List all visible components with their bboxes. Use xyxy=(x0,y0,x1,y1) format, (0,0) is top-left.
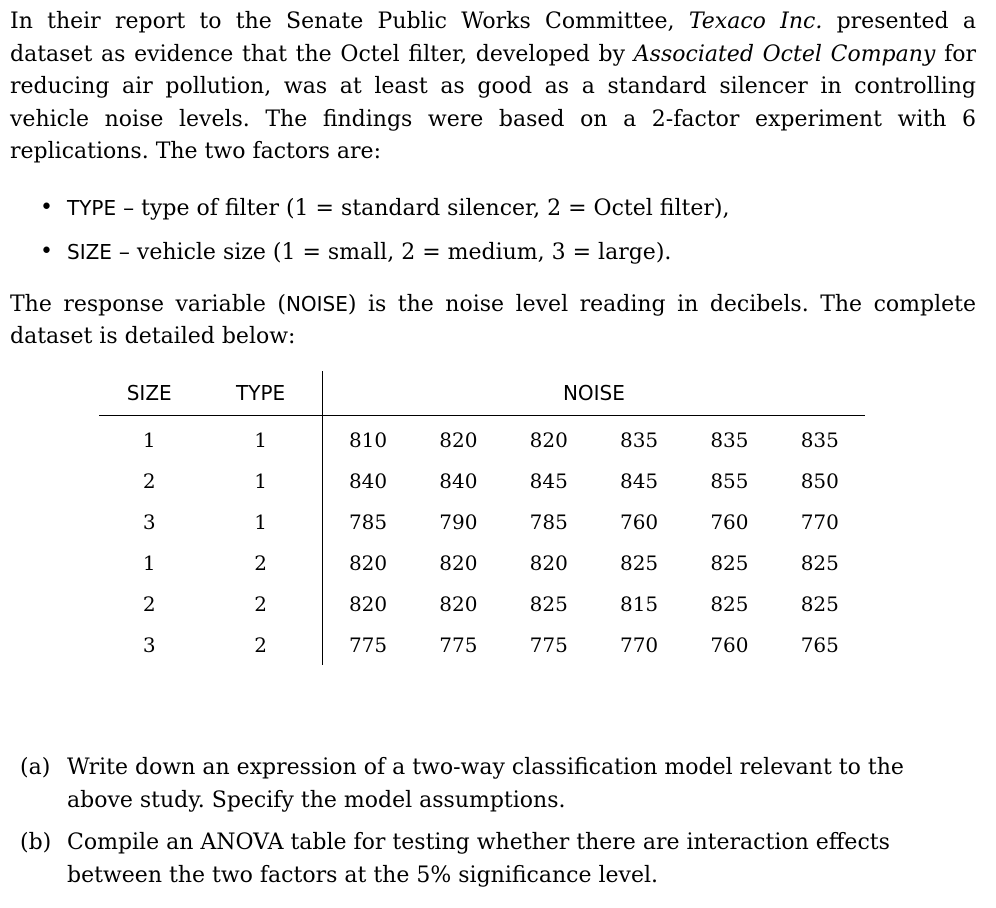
table-row xyxy=(99,501,865,542)
bullet-icon: • xyxy=(40,238,53,264)
cell-noise: 820 xyxy=(439,427,478,452)
question-list xyxy=(10,752,976,902)
cell-noise: 775 xyxy=(439,632,478,657)
factor-name-size: SIZE xyxy=(67,239,112,264)
table-row xyxy=(99,542,865,583)
cell-type: 1 xyxy=(199,460,322,501)
factor-item-size xyxy=(10,237,976,268)
cell-size: 2 xyxy=(142,591,156,616)
cell-noise: 775 xyxy=(348,632,388,657)
cell-noise: 765 xyxy=(800,632,839,657)
cell-noise: 760 xyxy=(710,509,749,534)
cell-noise: 820 xyxy=(439,591,478,616)
cell-type: 2 xyxy=(199,583,322,624)
intro-text-2: presented a dataset as evidence that the Octel filter, developed by xyxy=(10,9,976,67)
cell-size: 1 xyxy=(142,427,156,452)
cell-noise: 850 xyxy=(800,468,839,493)
cell-size: 3 xyxy=(142,509,156,534)
factor-desc-type: – type of filter (1 = standard silencer, 2 = Octel filter), xyxy=(116,195,730,221)
response-var: NOISE xyxy=(285,291,348,316)
question-text: Write down an expression of a two-way classification model relevant to the above study. Specify the model assumptions. xyxy=(67,755,904,813)
cell-noise: 820 xyxy=(439,550,478,575)
factor-list xyxy=(10,193,976,268)
cell-noise: 810 xyxy=(348,427,388,452)
cell-type: 2 xyxy=(199,542,322,583)
cell-noise: 775 xyxy=(529,632,568,657)
cell-noise: 825 xyxy=(710,591,749,616)
header-type: TYPE xyxy=(199,371,322,416)
header-size: SIZE xyxy=(99,371,199,416)
cell-noise: 845 xyxy=(529,468,568,493)
cell-noise: 770 xyxy=(800,509,839,534)
cell-noise: 835 xyxy=(619,427,659,452)
cell-noise: 855 xyxy=(710,468,749,493)
table-header-row xyxy=(99,371,865,416)
company-octel: Associated Octel Company xyxy=(633,41,936,67)
factor-name-type: TYPE xyxy=(67,195,117,220)
cell-type: 2 xyxy=(199,624,322,665)
table-row xyxy=(99,416,865,461)
cell-noise: 840 xyxy=(348,468,388,493)
bullet-icon: • xyxy=(40,194,53,220)
intro-text-1: In their report to the Senate Public Works Committee, xyxy=(10,9,689,34)
cell-noise: 825 xyxy=(710,550,749,575)
cell-noise: 825 xyxy=(529,591,568,616)
table-row xyxy=(99,460,865,501)
question-a xyxy=(10,752,976,817)
header-noise: NOISE xyxy=(322,371,865,416)
cell-noise: 840 xyxy=(439,468,478,493)
cell-noise: 785 xyxy=(529,509,568,534)
cell-size: 2 xyxy=(142,468,156,493)
cell-noise: 820 xyxy=(529,550,568,575)
cell-noise: 825 xyxy=(800,550,839,575)
cell-noise: 820 xyxy=(348,550,388,575)
intro-paragraph xyxy=(10,6,976,169)
intro-text-3: for reducing air pollution, was at least as good as a standard silencer in controlling vehicle noise levels. The findings were based on a 2-factor experiment with 6 replications. The two factors are: xyxy=(10,41,976,164)
company-texaco: Texaco Inc. xyxy=(688,9,823,34)
cell-size: 1 xyxy=(142,550,156,575)
factor-desc-size: – vehicle size (1 = small, 2 = medium, 3 = large). xyxy=(111,239,672,265)
table-row xyxy=(99,583,865,624)
cell-noise: 760 xyxy=(619,509,659,534)
response-text-1: The response variable ( xyxy=(10,291,286,317)
question-label: (b) xyxy=(20,830,52,855)
cell-noise: 825 xyxy=(800,591,839,616)
cell-noise: 785 xyxy=(348,509,388,534)
cell-type: 1 xyxy=(199,416,322,461)
table-row xyxy=(99,624,865,665)
response-paragraph xyxy=(10,288,976,354)
problem-statement xyxy=(10,6,976,354)
cell-noise: 825 xyxy=(619,550,659,575)
cell-type: 1 xyxy=(199,501,322,542)
response-text-2: ) is the noise level reading in decibels. The complete dataset is detailed below: xyxy=(10,291,976,349)
cell-noise: 815 xyxy=(619,591,659,616)
cell-noise: 760 xyxy=(710,632,749,657)
noise-data-table xyxy=(99,371,865,665)
cell-noise: 845 xyxy=(619,468,659,493)
question-b xyxy=(10,827,976,892)
factor-item-type xyxy=(10,193,976,224)
question-label: (a) xyxy=(20,755,51,780)
cell-size: 3 xyxy=(142,632,156,657)
question-text: Compile an ANOVA table for testing whether there are interaction effects between the two factors at the 5% significance level. xyxy=(67,830,890,888)
cell-noise: 820 xyxy=(348,591,388,616)
cell-noise: 835 xyxy=(710,427,749,452)
cell-noise: 770 xyxy=(619,632,659,657)
cell-noise: 835 xyxy=(800,427,839,452)
cell-noise: 790 xyxy=(439,509,478,534)
cell-noise: 820 xyxy=(529,427,568,452)
